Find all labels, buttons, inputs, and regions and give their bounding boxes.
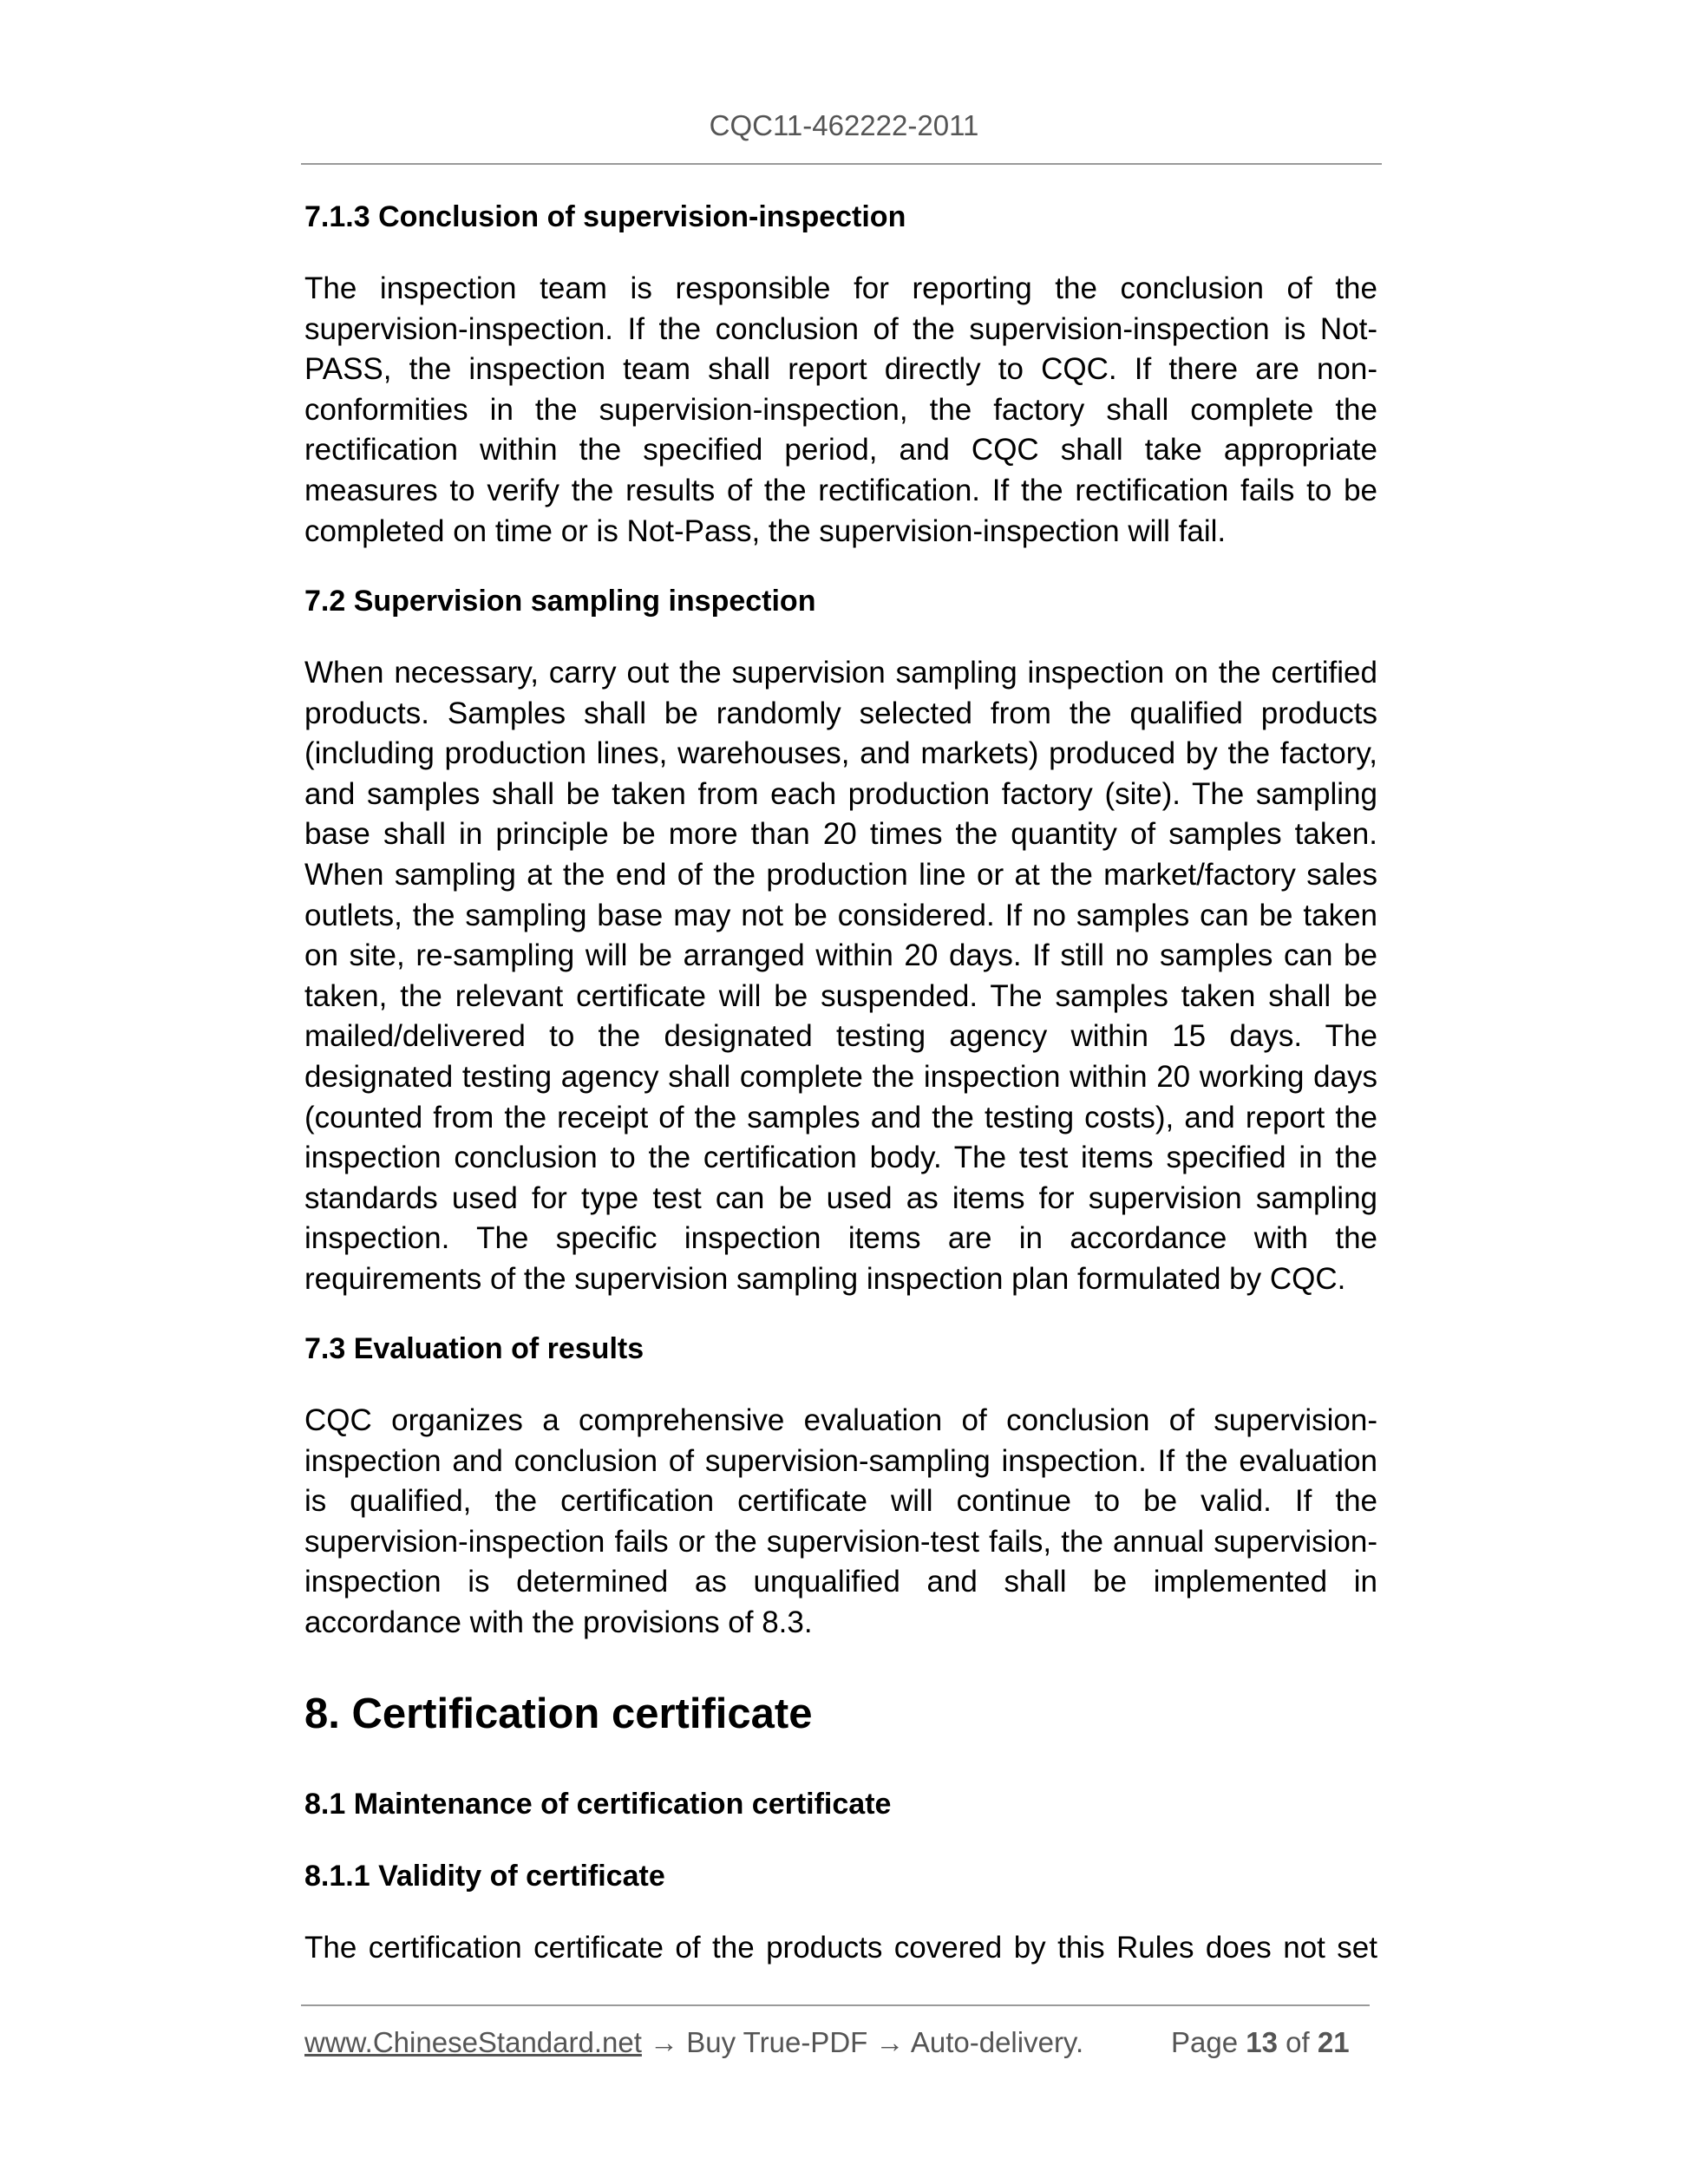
text-line: mailed/delivered to the designated testing agency within 15 days. The	[304, 1019, 1377, 1054]
text-line: inspection conclusion to the certification body. The test items specified in the	[304, 1141, 1377, 1175]
text-line: products. Samples shall be randomly selected from the qualified products	[304, 696, 1377, 730]
text-line: accordance with the provisions of 8.3.	[304, 1605, 813, 1639]
header-divider	[301, 163, 1382, 165]
text-line: supervision-inspection. If the conclusion of the supervision-inspection is Not-	[304, 311, 1377, 346]
document-id-header: CQC11-462222-2011	[709, 109, 979, 141]
text-line: outlets, the sampling base may not be considered. If no samples can be taken	[304, 898, 1377, 932]
paragraph-7-3	[304, 1401, 1377, 1644]
chinesestandard-link[interactable]: www.ChineseStandard.net	[304, 2026, 642, 2058]
text-line: is qualified, the certification certificate will continue to be valid. If the	[304, 1484, 1377, 1519]
text-line: measures to verify the results of the rectification. If the rectification fails to be	[304, 473, 1377, 507]
footer-promo	[304, 2024, 1083, 2061]
page-total: 21	[1317, 2026, 1350, 2058]
text-line: supervision-inspection fails or the supervision-test fails, the annual supervision-	[304, 1524, 1377, 1559]
text-line: inspection. The specific inspection items are in accordance with the	[304, 1221, 1377, 1256]
buy-true-pdf-text: Buy True-PDF	[686, 2026, 868, 2058]
text-line: When necessary, carry out the supervision sampling inspection on the certified	[304, 656, 1377, 690]
section-heading-7-3: 7.3 Evaluation of results	[304, 1332, 644, 1365]
text-line: standards used for type test can be used as items for supervision sampling	[304, 1180, 1377, 1215]
text-line: and samples shall be taken from each production factory (site). The sampling	[304, 776, 1377, 811]
paragraph-7-1-3	[304, 269, 1377, 552]
text-line: rectification within the specified period, and CQC shall take appropriate	[304, 433, 1377, 468]
page-label: Page	[1171, 2026, 1239, 2058]
arrow-right-icon: →	[650, 2026, 679, 2058]
chapter-heading-8: 8. Certification certificate	[304, 1690, 813, 1737]
text-line: designated testing agency shall complete the inspection within 20 working days	[304, 1059, 1377, 1094]
section-heading-7-2: 7.2 Supervision sampling inspection	[304, 585, 816, 618]
section-heading-8-1: 8.1 Maintenance of certification certificate	[304, 1788, 892, 1821]
text-line: requirements of the supervision sampling inspection plan formulated by CQC.	[304, 1261, 1346, 1296]
text-line: base shall in principle be more than 20 times the quantity of samples taken.	[304, 817, 1377, 852]
auto-delivery-text: Auto-delivery.	[910, 2026, 1084, 2058]
of-label: of	[1286, 2026, 1310, 2058]
text-line: CQC organizes a comprehensive evaluation of conclusion of supervision-	[304, 1403, 1377, 1437]
text-line: inspection and conclusion of supervision-sampling inspection. If the evaluation	[304, 1443, 1377, 1478]
page-indicator	[1171, 2024, 1350, 2061]
text-line: on site, re-sampling will be arranged within 20 days. If still no samples can be	[304, 938, 1377, 973]
text-line: completed on time or is Not-Pass, the supervision-inspection will fail.	[304, 513, 1227, 548]
section-heading-8-1-1: 8.1.1 Validity of certificate	[304, 1860, 665, 1893]
paragraph-8-1-1	[304, 1928, 1377, 1969]
footer-divider	[301, 2004, 1370, 2006]
text-line: taken, the relevant certificate will be suspended. The samples taken shall be	[304, 978, 1377, 1013]
paragraph-7-2	[304, 653, 1377, 1300]
section-heading-7-1-3: 7.1.3 Conclusion of supervision-inspection	[304, 200, 906, 233]
text-line: (counted from the receipt of the samples and the testing costs), and report the	[304, 1100, 1377, 1135]
text-line: The certification certificate of the products covered by this Rules does not set	[304, 1931, 1377, 1965]
text-line: The inspection team is responsible for reporting the conclusion of the	[304, 271, 1377, 305]
page-number: 13	[1246, 2026, 1278, 2058]
text-line: (including production lines, warehouses, and markets) produced by the factory,	[304, 736, 1377, 771]
text-line: When sampling at the end of the production line or at the market/factory sales	[304, 857, 1377, 892]
text-line: conformities in the supervision-inspection, the factory shall complete the	[304, 392, 1377, 427]
arrow-right-icon: →	[875, 2026, 905, 2058]
text-line: PASS, the inspection team shall report directly to CQC. If there are non-	[304, 352, 1377, 387]
text-line: inspection is determined as unqualified and shall be implemented in	[304, 1565, 1377, 1599]
